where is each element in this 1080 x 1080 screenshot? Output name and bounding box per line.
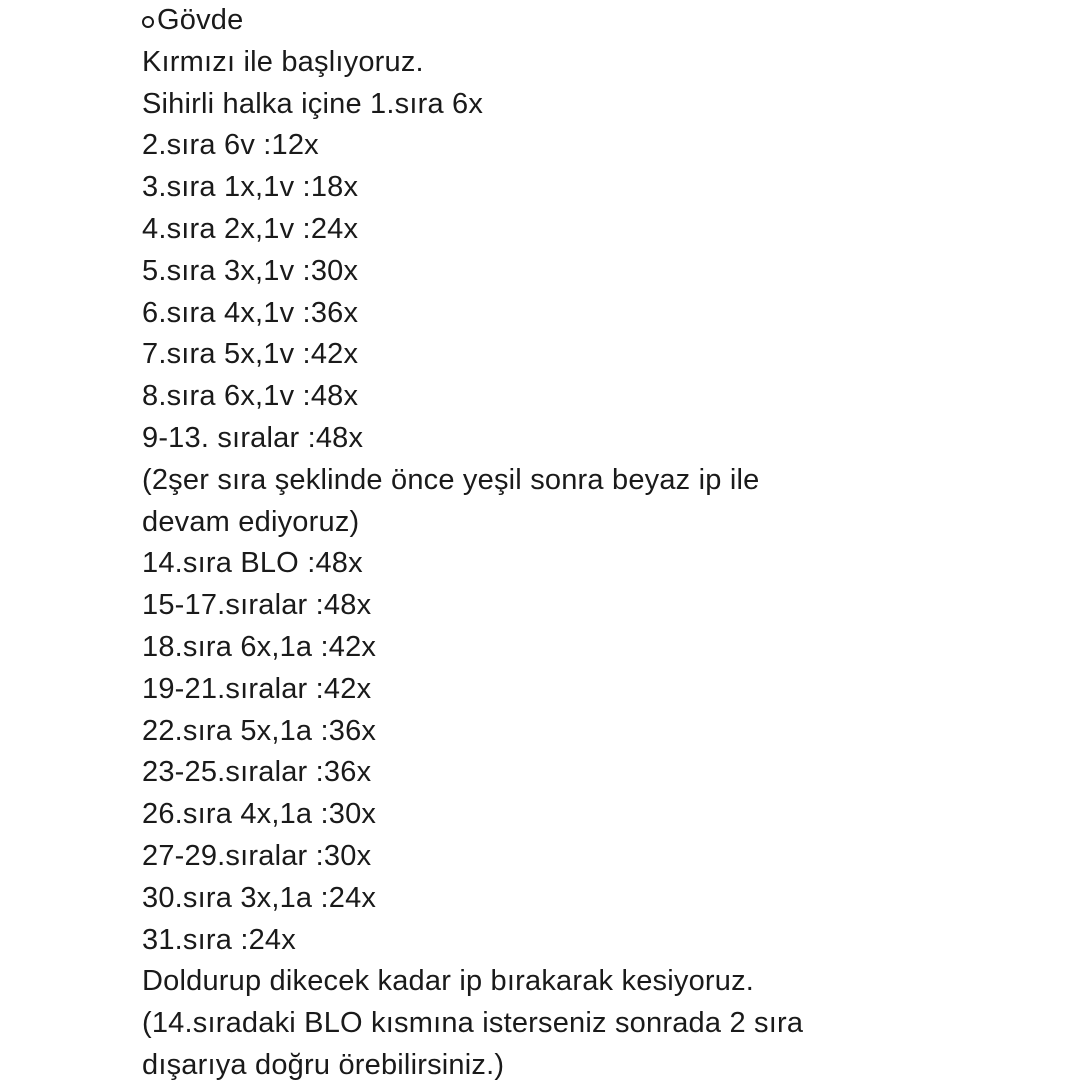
instruction-line: 3.sıra 1x,1v :18x <box>142 171 359 204</box>
instruction-line: 5.sıra 3x,1v :30x <box>142 254 359 287</box>
instructions-text <box>142 0 1062 1080</box>
section-title-text: Gövde <box>157 4 244 36</box>
instruction-line: 14.sıra BLO :48x <box>142 547 363 580</box>
instruction-line: dışarıya doğru örebilirsiniz.) <box>142 1048 505 1080</box>
instruction-line: 27-29.sıralar :30x <box>142 839 372 872</box>
instruction-line: 31.sıra :24x <box>142 923 296 956</box>
instruction-line: 26.sıra 4x,1a :30x <box>142 798 377 831</box>
instruction-line: devam ediyoruz) <box>142 505 360 538</box>
instruction-line: 22.sıra 5x,1a :36x <box>142 714 377 747</box>
instruction-line: 2.sıra 6v :12x <box>142 129 319 162</box>
section-title <box>142 0 1062 42</box>
instruction-line: 15-17.sıralar :48x <box>142 589 372 622</box>
instruction-line: 23-25.sıralar :36x <box>142 756 372 789</box>
instruction-line: 8.sıra 6x,1v :48x <box>142 380 359 413</box>
instruction-line: Kırmızı ile başlıyoruz. <box>142 45 424 78</box>
instruction-line: 19-21.sıralar :42x <box>142 672 372 705</box>
circle-bullet-icon <box>142 16 154 28</box>
instruction-line: 6.sıra 4x,1v :36x <box>142 296 359 329</box>
instruction-line: 4.sıra 2x,1v :24x <box>142 212 359 245</box>
instruction-line: 9-13. sıralar :48x <box>142 421 364 454</box>
instruction-line: 30.sıra 3x,1a :24x <box>142 881 377 914</box>
instruction-line: 7.sıra 5x,1v :42x <box>142 338 359 371</box>
instruction-line: Doldurup dikecek kadar ip bırakarak kesiyoruz. <box>142 965 755 998</box>
instruction-line: 18.sıra 6x,1a :42x <box>142 630 377 663</box>
instruction-line: Sihirli halka içine 1.sıra 6x <box>142 87 484 120</box>
instruction-line: (2şer sıra şeklinde önce yeşil sonra beyaz ip ile <box>142 463 760 496</box>
instruction-line: (14.sıradaki BLO kısmına isterseniz sonrada 2 sıra <box>142 1007 804 1040</box>
